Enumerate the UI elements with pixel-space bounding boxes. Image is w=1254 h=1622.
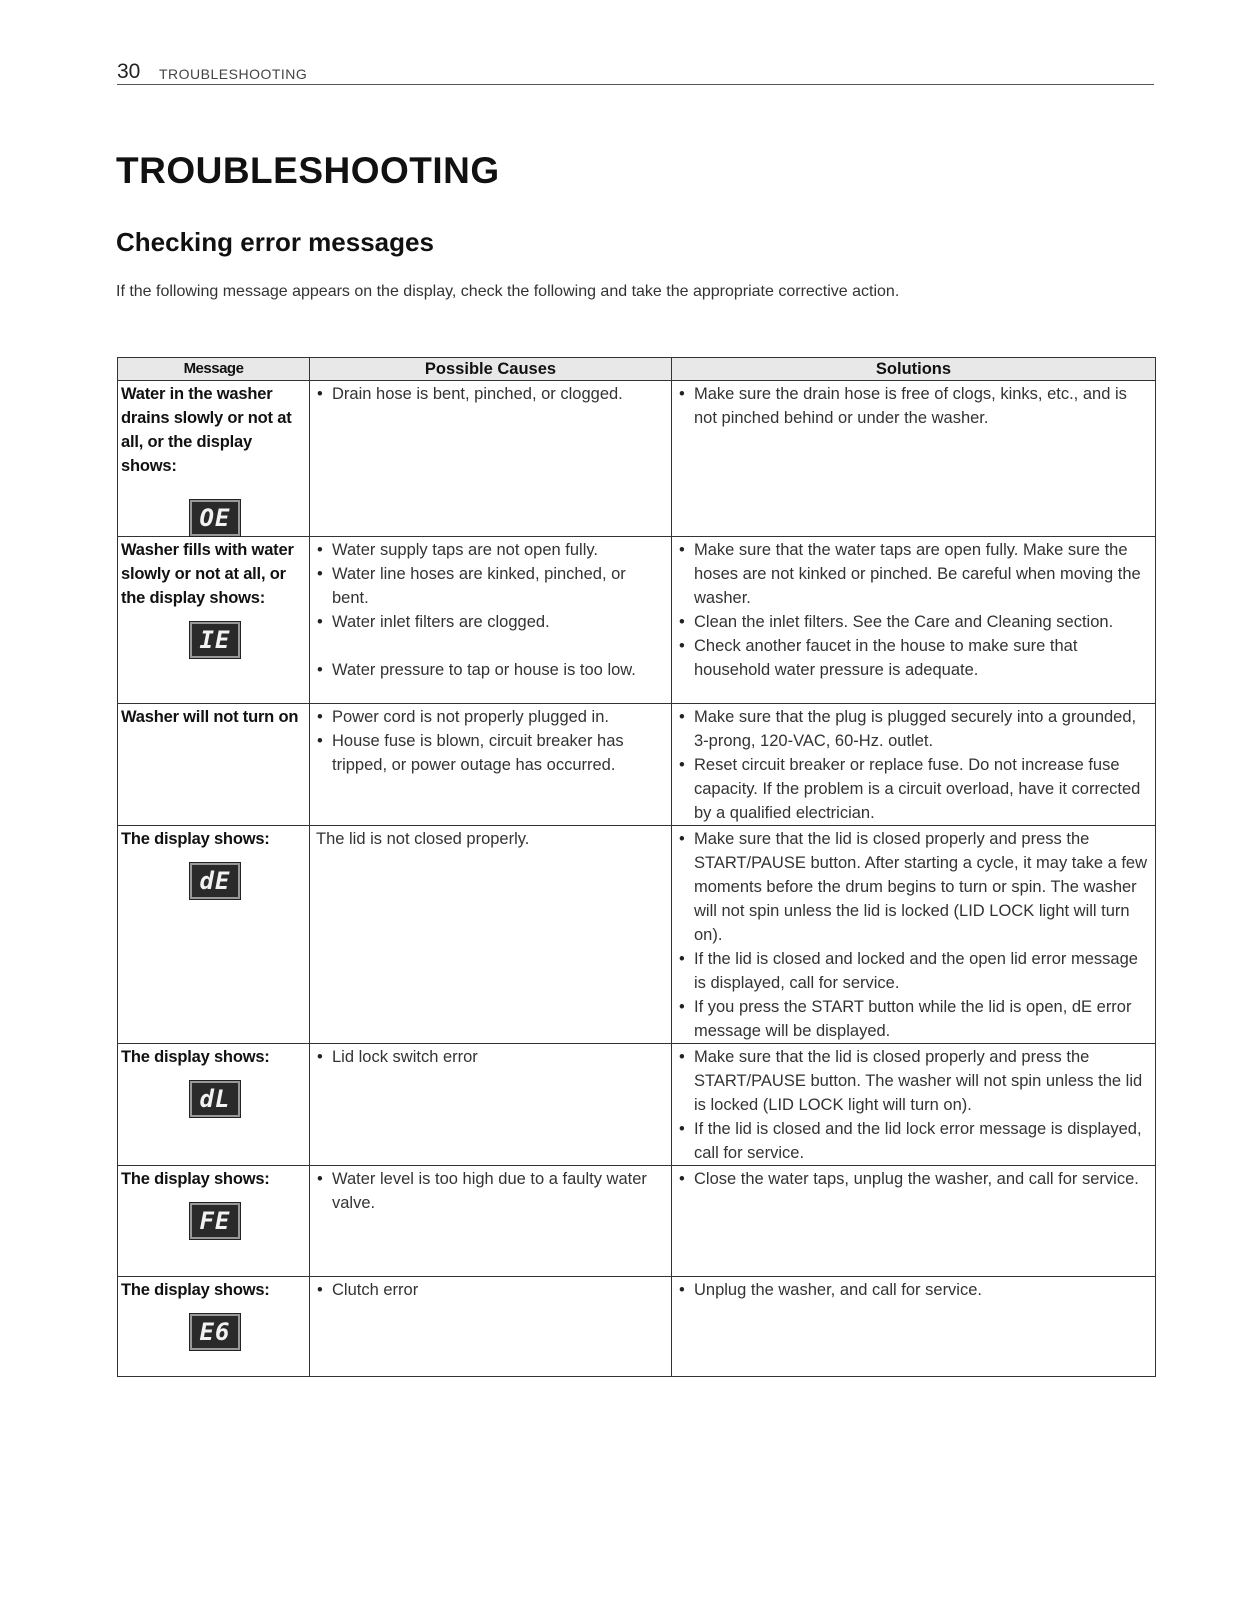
table-row: [118, 1044, 1156, 1166]
list-item: • Make sure that the water taps are open fully. Make sure the hoses are not kinked or pinched. Be careful when moving the washer.: [678, 538, 1153, 610]
list-item: • Water inlet filters are clogged.: [316, 610, 667, 634]
display-code-icon: dL: [190, 1081, 240, 1117]
solutions-cell: [672, 537, 1156, 704]
table-header-row: [118, 358, 1156, 381]
solutions-cell: [672, 381, 1156, 537]
message-cell: [118, 1044, 310, 1166]
list-item: • Clutch error: [316, 1278, 667, 1302]
message-text: Washer fills with water slowly or not at all, or the display shows:: [121, 541, 294, 607]
table-row: [118, 537, 1156, 704]
list-item: • Check another faucet in the house to make sure that household water pressure is adequate.: [678, 634, 1153, 682]
list-item: • Water line hoses are kinked, pinched, or bent.: [316, 562, 667, 610]
list-item: • House fuse is blown, circuit breaker has tripped, or power outage has occurred.: [316, 729, 667, 777]
causes-cell: [310, 1044, 672, 1166]
message-cell: [118, 537, 310, 704]
message-cell: [118, 1277, 310, 1377]
table-row: [118, 704, 1156, 826]
message-text: Washer will not turn on: [121, 708, 299, 726]
causes-cell: [310, 704, 672, 826]
list-item: • Drain hose is bent, pinched, or clogged.: [316, 382, 667, 406]
header-solutions: Solutions: [672, 358, 1156, 381]
message-cell: [118, 381, 310, 537]
display-code-icon: dE: [190, 863, 240, 899]
table-row: [118, 381, 1156, 537]
page-number: 30: [117, 60, 141, 83]
list-item: • Make sure that the lid is closed properly and press the START/PAUSE button. After starting a cycle, it may take a few moments before the drum begins to turn or spin. The washer will not spin unless the lid is locked (LID LOCK light will turn on).: [678, 827, 1153, 947]
message-text: The display shows:: [121, 1281, 270, 1299]
causes-cell: [310, 537, 672, 704]
list-item: • If you press the START button while the lid is open, dE error message will be displayed.: [678, 995, 1153, 1043]
causes-cell: [310, 381, 672, 537]
page-title: TROUBLESHOOTING: [116, 150, 500, 191]
message-text: The display shows:: [121, 1170, 270, 1188]
list-item: • Water level is too high due to a faulty water valve.: [316, 1167, 667, 1215]
list-item: • Lid lock switch error: [316, 1045, 667, 1069]
list-item: • Water supply taps are not open fully.: [316, 538, 667, 562]
message-text: The display shows:: [121, 830, 270, 848]
display-code-icon: OE: [190, 500, 240, 536]
list-item: • Power cord is not properly plugged in.: [316, 705, 667, 729]
message-cell: [118, 1166, 310, 1277]
solutions-cell: [672, 1166, 1156, 1277]
solutions-cell: [672, 704, 1156, 826]
display-code-icon: IE: [190, 622, 240, 658]
intro-paragraph: If the following message appears on the display, check the following and take the appropriate corrective action.: [116, 283, 900, 300]
list-item: • Clean the inlet filters. See the Care and Cleaning section.: [678, 610, 1153, 634]
cause-text: The lid is not closed properly.: [316, 830, 530, 848]
list-item: • Water pressure to tap or house is too low.: [316, 658, 667, 682]
message-text: Water in the washer drains slowly or not at all, or the display shows:: [121, 385, 292, 475]
solutions-cell: [672, 826, 1156, 1044]
table-row: [118, 1277, 1156, 1377]
list-item: • Close the water taps, unplug the washer, and call for service.: [678, 1167, 1153, 1191]
solutions-cell: [672, 1277, 1156, 1377]
list-item: • Unplug the washer, and call for service.: [678, 1278, 1153, 1302]
table-row: [118, 1166, 1156, 1277]
list-item: • Make sure that the plug is plugged securely into a grounded, 3-prong, 120-VAC, 60-Hz. outlet.: [678, 705, 1153, 753]
list-item: • Make sure that the lid is closed properly and press the START/PAUSE button. The washer will not spin unless the lid is locked (LID LOCK light will turn on).: [678, 1045, 1153, 1117]
causes-cell: [310, 826, 672, 1044]
header-message: Message: [118, 358, 310, 381]
running-header: [117, 58, 1154, 85]
list-item: • Reset circuit breaker or replace fuse. Do not increase fuse capacity. If the problem is a circuit overload, have it corrected by a qualified electrician.: [678, 753, 1153, 825]
header-possible-causes: Possible Causes: [310, 358, 672, 381]
list-item: • Make sure the drain hose is free of clogs, kinks, etc., and is not pinched behind or under the washer.: [678, 382, 1153, 430]
causes-cell: [310, 1166, 672, 1277]
section-tag: TROUBLESHOOTING: [159, 66, 308, 82]
display-code-icon: E6: [190, 1314, 240, 1350]
solutions-cell: [672, 1044, 1156, 1166]
section-subtitle: Checking error messages: [116, 227, 434, 257]
message-cell: [118, 826, 310, 1044]
display-code-icon: FE: [190, 1203, 240, 1239]
list-item: • If the lid is closed and the lid lock error message is displayed, call for service.: [678, 1117, 1153, 1165]
message-text: The display shows:: [121, 1048, 270, 1066]
causes-cell: [310, 1277, 672, 1377]
table-row: [118, 826, 1156, 1044]
message-cell: [118, 704, 310, 826]
list-item: • If the lid is closed and locked and the open lid error message is displayed, call for service.: [678, 947, 1153, 995]
error-messages-table: [117, 357, 1156, 1377]
